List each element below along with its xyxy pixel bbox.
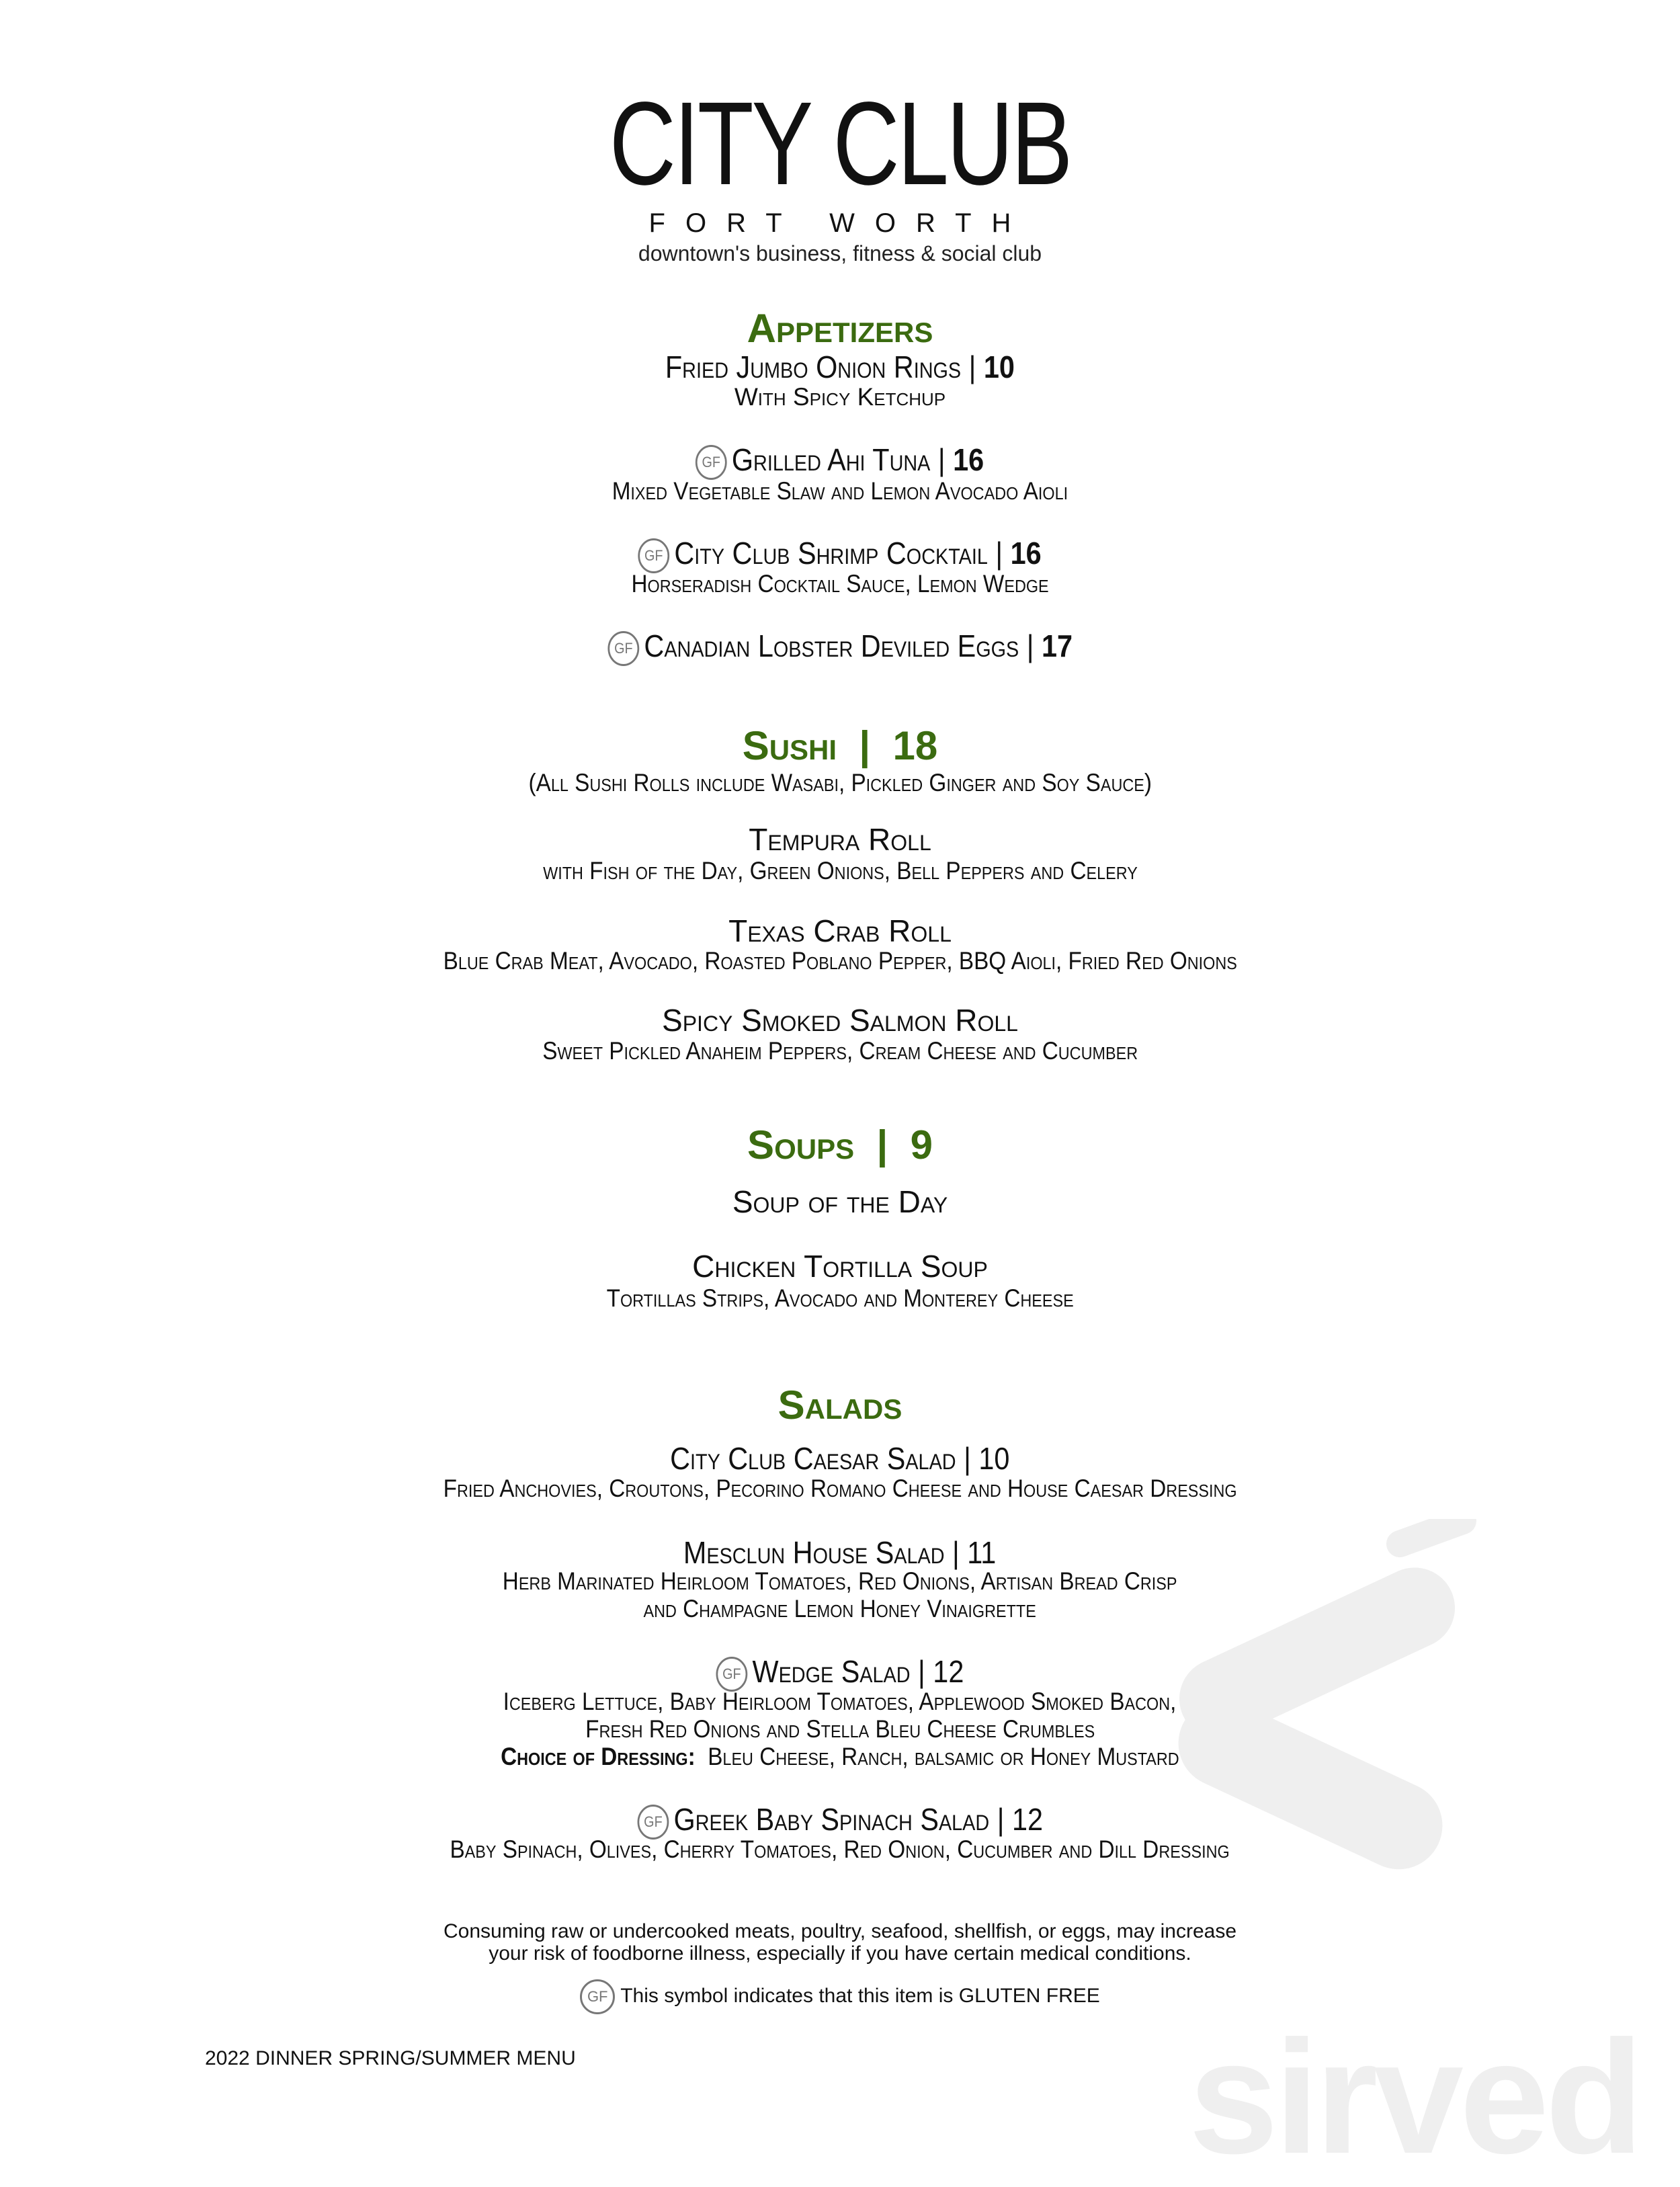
separator: | <box>938 442 946 477</box>
salads-heading: Salads <box>778 1383 902 1428</box>
logo-subtitle: FORT WORTH <box>648 208 1032 238</box>
separator: | <box>995 536 1003 571</box>
item-name: Fried Jumbo Onion Rings <box>665 349 962 384</box>
item-desc: Tortillas Strips, Avocado and Monterey Cheese <box>606 1284 1074 1312</box>
appetizers-heading: Appetizers <box>747 306 933 351</box>
disclaimer: your risk of foodborne illness, especially if you have certain medical conditions. <box>489 1942 1191 1965</box>
menu-item <box>0 536 1680 573</box>
gluten-free-icon: GF <box>607 631 639 666</box>
item-desc: Iceberg Lettuce, Baby Heirloom Tomatoes, Applewood Smoked Bacon, <box>503 1688 1177 1715</box>
sushi-heading: Sushi | 18 <box>742 723 938 768</box>
item-desc: Fresh Red Onions and Stella Bleu Cheese Crumbles <box>585 1715 1095 1743</box>
item-name: City Club Shrimp Cocktail <box>674 536 989 571</box>
menu-item <box>0 350 1680 384</box>
item-desc: Baby Spinach, Olives, Cherry Tomatoes, Red Onion, Cucumber and Dill Dressing <box>450 1835 1230 1863</box>
menu-item: City Club Caesar Salad | 10 <box>670 1441 1010 1476</box>
item-name: Spicy Smoked Salmon Roll <box>662 1003 1018 1038</box>
item-name: Tempura Roll <box>749 822 931 857</box>
logo-title: CITY CLUB <box>609 78 1071 210</box>
item-desc: and Champagne Lemon Honey Vinaigrette <box>643 1595 1037 1622</box>
disclaimer: Consuming raw or undercooked meats, poultry, seafood, shellfish, or eggs, may increase <box>443 1920 1237 1942</box>
watermark: sirved <box>1188 2007 1640 2187</box>
menu-item: GF Greek Baby Spinach Salad | 12 <box>0 1803 1680 1840</box>
item-desc: Horseradish Cocktail Sauce, Lemon Wedge <box>631 570 1049 597</box>
sushi-note: (All Sushi Rolls include Wasabi, Pickled Ginger and Soy Sauce) <box>528 769 1152 796</box>
item-desc: Blue Crab Meat, Avocado, Roasted Poblano Pepper, BBQ Aioli, Fried Red Onions <box>443 947 1237 975</box>
item-price: 16 <box>953 442 984 477</box>
gf-legend: GF This symbol indicates that this item is GLUTEN FREE <box>0 1979 1680 2014</box>
gluten-free-icon: GF <box>716 1657 748 1692</box>
item-desc: with Fish of the Day, Green Onions, Bell Peppers and Celery <box>542 857 1138 884</box>
item-name: Texas Crab Roll <box>728 913 952 948</box>
item-name: Chicken Tortilla Soup <box>692 1249 988 1284</box>
gluten-free-icon: GF <box>637 1805 669 1840</box>
item-desc: Sweet Pickled Anaheim Peppers, Cream Cheese and Cucumber <box>542 1037 1138 1065</box>
item-name: Soup of the Day <box>732 1184 948 1219</box>
item-desc: With Spicy Ketchup <box>734 383 946 411</box>
item-price: 17 <box>1041 628 1073 663</box>
menu-item: Mesclun House Salad | 11 <box>683 1535 997 1570</box>
item-price: 10 <box>983 349 1015 384</box>
footer-menu-edition: 2022 DINNER SPRING/SUMMER MENU <box>205 2047 576 2069</box>
gluten-free-icon: GF <box>696 445 727 480</box>
separator: | <box>968 349 976 384</box>
item-desc: Fried Anchovies, Croutons, Pecorino Romano Cheese and House Caesar Dressing <box>443 1475 1237 1502</box>
item-price: 16 <box>1011 536 1042 571</box>
item-desc: Herb Marinated Heirloom Tomatoes, Red Onions, Artisan Bread Crisp <box>503 1567 1177 1595</box>
gluten-free-icon: GF <box>638 538 670 573</box>
item-desc: Mixed Vegetable Slaw and Lemon Avocado Aioli <box>612 477 1068 505</box>
dressing-options: Choice of Dressing: Bleu Cheese, Ranch, balsamic or Honey Mustard <box>501 1743 1179 1770</box>
item-name: Canadian Lobster Deviled Eggs <box>644 628 1019 663</box>
menu-item <box>0 629 1680 666</box>
gluten-free-icon: GF <box>580 1979 615 2014</box>
item-name: Grilled Ahi Tuna <box>732 442 931 477</box>
menu-item <box>0 443 1680 480</box>
tagline: downtown's business, fitness & social club <box>638 241 1042 265</box>
separator: | <box>1026 628 1034 663</box>
soups-heading: Soups | 9 <box>747 1122 933 1167</box>
menu-item: GF Wedge Salad | 12 <box>0 1655 1680 1692</box>
